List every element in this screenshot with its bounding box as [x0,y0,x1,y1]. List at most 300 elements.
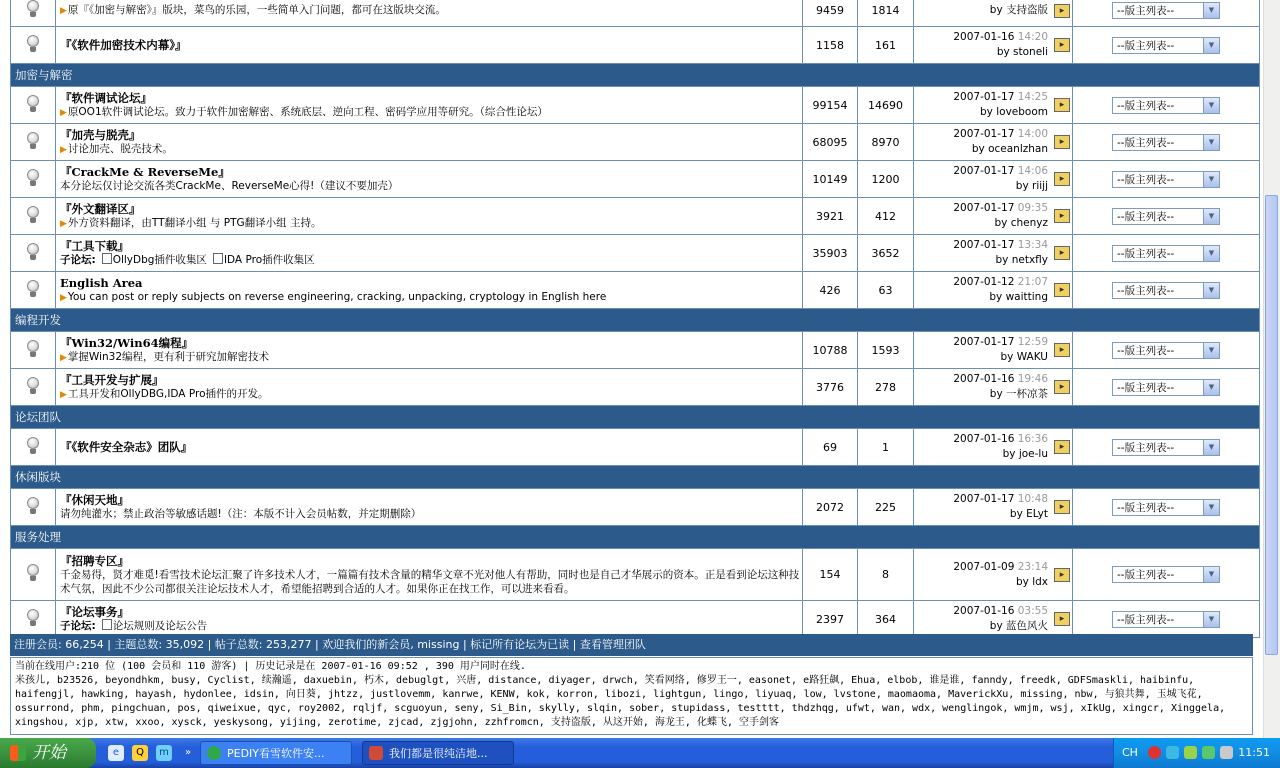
last-post-date: 2007-01-17 [953,239,1015,251]
last-post-author-link[interactable]: by chenyz [994,217,1048,229]
task-label: PEDIY看雪软件安... [227,747,325,760]
dropdown-value: --版主列表-- [1117,136,1175,149]
last-post-date: 2007-01-17 [953,165,1015,177]
forum-description [60,216,802,231]
lightbulb-icon [26,0,40,18]
system-tray [1113,738,1280,768]
forum-name-link[interactable]: 『工具开发与扩展』 [60,372,164,387]
topic-count: 1158 [803,27,858,64]
forum-name-link[interactable]: English Area [60,275,143,290]
taskbar-task-chat[interactable] [362,741,514,765]
forum-row [11,549,1260,601]
last-post-cell [914,0,1073,27]
dropdown-value: --版主列表-- [1117,501,1175,514]
task-label: 我们都是很纯洁地... [389,747,488,760]
post-count: 1814 [858,0,914,27]
forum-status-cell [11,124,56,161]
subforum-list [60,253,802,267]
moderator-list-dropdown[interactable] [1112,611,1220,628]
forum-name-link[interactable]: 『Win32/Win64编程』 [60,335,194,350]
moderator-list-dropdown[interactable] [1112,245,1220,262]
forum-info-cell [56,0,803,27]
forum-description-text: 外方资料翻译，由TT翻译小组 与 PTG翻译小组 主持。 [67,216,322,229]
last-post-info [953,560,1048,590]
forum-info-cell [56,369,803,406]
post-count: 225 [858,489,914,526]
topic-count: 99154 [803,87,858,124]
forum-name-link[interactable]: 『加壳与脱壳』 [60,127,141,142]
moderator-cell [1073,332,1260,369]
topic-count: 154 [803,549,858,601]
stat-members: 注册会员: 66,254 [14,638,104,651]
subforum-label: 子论坛: [60,620,96,632]
forum-info-cell [56,27,803,64]
last-post-author-link[interactable]: by ldx [1015,575,1048,588]
go-to-post-icon[interactable]: ▸ [1054,172,1070,186]
forum-table [10,0,1260,638]
forum-name-link[interactable]: 『工具下载』 [60,239,129,253]
subforum-label: 子论坛: [60,254,96,266]
last-post-author-link[interactable]: by ELyt [1009,508,1048,520]
forum-row [11,27,1260,64]
ime-indicator[interactable]: CH [1122,746,1138,759]
topic-count: 3921 [803,198,858,235]
last-post-info [953,335,1048,365]
dropdown-value: --版主列表-- [1117,344,1175,357]
forum-status-cell [11,489,56,526]
online-summary: 当前在线用户:210 位 (100 会员和 110 游客) | 历史记录是在 2007-01-16 09:52 , 390 用户同时在线. [15,661,526,672]
forum-description [60,350,802,365]
last-post-info [953,90,1048,120]
moderator-list-dropdown[interactable] [1112,97,1220,114]
welcome-text: 欢迎我们的新会员, [322,638,414,651]
forum-status-cell [11,161,56,198]
chevron-down-icon[interactable]: ▼ [1203,283,1219,298]
post-count: 8 [858,549,914,601]
forum-status-cell [11,332,56,369]
last-post-date: 2007-01-12 [953,276,1015,288]
topic-count: 10788 [803,332,858,369]
subforum-link[interactable]: 论坛规则及论坛公告 [112,620,208,632]
moderator-list-dropdown[interactable] [1112,208,1220,225]
dropdown-value: --版主列表-- [1117,99,1175,112]
forum-name-link[interactable]: 『招聘专区』 [60,553,129,568]
forum-row [11,332,1260,369]
last-post-time: 16:36 [1017,433,1048,445]
moderator-list-dropdown[interactable] [1112,379,1220,396]
antivirus-tray-icon[interactable] [1148,746,1161,759]
moderator-list-dropdown[interactable] [1112,499,1220,516]
chevron-down-icon[interactable]: ▼ [1203,612,1219,627]
moderator-list-dropdown[interactable] [1112,134,1220,151]
last-post-date: 2007-01-17 [953,336,1015,348]
forum-info-cell [56,124,803,161]
moderator-cell [1073,601,1260,638]
last-post-author-link[interactable]: by joe-lu [1002,448,1048,460]
forum-description [60,3,802,18]
go-to-post-icon[interactable]: ▸ [1054,246,1070,260]
lightbulb-icon [26,437,40,455]
last-post-time: 10:48 [1017,493,1048,505]
forum-info-cell [56,489,803,526]
last-post-cell [914,161,1073,198]
category-title[interactable]: 加密与解密 [11,64,1260,87]
last-post-date: 2007-01-16 [953,31,1015,43]
last-post-cell [914,87,1073,124]
forum-description-text: 本分论坛仅讨论交流各类CrackMe、ReverseMe心得!（建议不要加壳） [60,180,399,192]
last-post-author-link[interactable]: by netxfly [995,254,1048,266]
forum-description-text: 讨论加壳、脱壳技术。 [67,142,173,155]
last-post-info [953,492,1048,522]
lightbulb-icon [26,609,40,627]
topic-count: 69 [803,429,858,466]
go-to-post-icon[interactable]: ▸ [1054,380,1070,394]
arrow-icon: ▶ [60,6,67,16]
forum-info-cell [56,429,803,466]
moderator-cell [1073,429,1260,466]
dropdown-value: --版主列表-- [1117,381,1175,394]
forum-info-cell [56,235,803,272]
last-post-cell [914,549,1073,601]
forum-description-text: You can post or reply subjects on reverse engineering, cracking, unpacking, cryptology in English here [67,290,607,303]
quicklaunch-more-icon[interactable]: » [184,747,192,758]
dropdown-value: --版主列表-- [1117,5,1175,17]
chevron-down-icon[interactable]: ▼ [1203,567,1219,582]
category-title[interactable]: 论坛团队 [11,406,1260,429]
moderator-list-dropdown[interactable] [1112,342,1220,359]
go-to-post-icon[interactable]: ▸ [1054,38,1070,52]
forum-stats-bar: 注册会员: 66,254 | 主题总数: 35,092 | 帖子总数: 253,277 | 欢迎我们的新会员, missing | 标记所有论坛为已读 | 查看管理团队 [10,634,1253,656]
forum-description [60,142,802,157]
forum-description [60,290,802,305]
forum-status-cell [11,87,56,124]
last-post-info [953,238,1048,268]
lightbulb-icon [26,377,40,395]
forum-info-cell [56,332,803,369]
forum-name-link[interactable]: 『《软件安全杂志》团队』 [60,440,193,454]
forum-status-cell [11,198,56,235]
messenger-quicklaunch-icon[interactable]: m [156,745,172,761]
topic-count: 426 [803,272,858,309]
last-post-cell [914,429,1073,466]
forum-row [11,489,1260,526]
moderator-cell [1073,161,1260,198]
go-to-post-icon[interactable]: ▸ [1054,612,1070,626]
chevron-down-icon[interactable]: ▼ [1203,38,1219,53]
moderator-cell [1073,489,1260,526]
post-count: 8970 [858,124,914,161]
dropdown-value: --版主列表-- [1117,441,1175,454]
topic-count: 35903 [803,235,858,272]
forum-description-text: 原OO1软件调试论坛。致力于软件加密解密、系统底层、逆向工程、密码学应用等研究。（综合性论坛） [67,105,548,118]
category-header [11,526,1260,549]
topic-count: 10149 [803,161,858,198]
ie-quicklaunch-icon[interactable]: e [108,745,124,761]
forum-description [60,387,802,402]
last-post-author-link[interactable]: by waitting [989,291,1048,303]
topic-count: 3776 [803,369,858,406]
forum-description-text: 千金易得，贤才难觅!看雪技术论坛汇聚了许多技术人才，一篇篇有技术含量的精华文章不光对他人有帮助，同时也是自己才华展示的资本。正是看到论坛这种技术气氛，因此不少公司都很关注论坛技术人才，希望能招聘到合适的人才。如果你正在找工作，可以进来看看。 [60,568,800,595]
post-count: 1200 [858,161,914,198]
online-user-list[interactable]: 米孩儿, b23526, beyondhkm, busy, Cyclist, 续瀚遥, daxuebin, 朽木, debuglgt, 兴唐, distance, diyager, drwch, 笑看网络, 修罗王一, easonet, e路狂飙, Ehua, elbob, 谁是谁, fanndy, freedk, GDFSmaskli, haibinfu, haifengjl, hawking, hayash, hydonlee, idsin, 向日葵, jhtzz, justlovemm, kanrwe, KENW, kok, korron, libozi, lightgun, lingo, liyuaq, low, lvstone, maomaoma, MaverickXu, missing, nbw, 与狼共舞, 玉城飞花, ossurrond, phm, pingchuan, pos, qiweixue, qyc, roy2002, rqljf, scguoyun, seny, Si_Bin, skylly, slqin, sober, stupidass, testttt, thdzhqg, ufwt, wan, wdx, wenglingok, wmjm, wsj, xIkUg, xingcr, Xinggela, xingshou, xjp, xtw, xxoo, xysck, yeskysong, yijing, zerotime, zjcad, zjgjohn, zzhfromcn, 支持盗版, 从这开始, 海龙王, 化蝶飞, 空手剑客 [15,675,1226,728]
last-post-time: 14:20 [1017,31,1048,43]
forum-status-cell [11,549,56,601]
stat-topics: 主题总数: 35,092 [114,638,205,651]
category-title[interactable]: 休闲版块 [11,466,1260,489]
forum-description-text: 工具开发和OllyDBG,IDA Pro插件的开发。 [67,387,269,400]
dropdown-value: --版主列表-- [1117,569,1175,581]
arrow-icon: ▶ [60,107,67,118]
moderator-list-dropdown[interactable] [1112,2,1220,19]
start-label: 开始 [32,743,66,763]
forum-row [11,124,1260,161]
dropdown-value: --版主列表-- [1117,173,1175,186]
forum-description [60,105,802,120]
arrow-icon: ▶ [60,292,67,303]
last-post-time: 12:59 [1017,336,1048,348]
scrollbar-thumb[interactable] [1265,195,1278,655]
chevron-down-icon[interactable]: ▼ [1203,343,1219,358]
forum-row [11,87,1260,124]
lightbulb-icon [26,35,40,53]
lightbulb-icon [26,497,40,515]
dropdown-value: --版主列表-- [1117,210,1175,223]
moderator-cell [1073,27,1260,64]
forum-name-link[interactable]: 『论坛事务』 [60,605,129,619]
browser-icon [207,746,221,760]
forum-name-link[interactable]: 『休闲天地』 [60,493,129,507]
last-post-info [953,201,1048,231]
topic-count: 2397 [803,601,858,638]
last-post-author-link[interactable]: by 支持盗版 [989,4,1048,16]
subforum-icon [213,253,223,264]
moderator-cell [1073,549,1260,601]
forum-name-link[interactable]: 『《软件加密技术内幕》』 [60,38,187,52]
subforum-icon [102,253,112,264]
last-post-time: 13:34 [1017,239,1048,251]
last-post-time: 21:07 [1017,276,1048,288]
forum-info-cell [56,601,803,638]
post-count: 161 [858,27,914,64]
windows-logo-icon [10,745,26,761]
chevron-down-icon[interactable]: ▼ [1203,209,1219,224]
forum-row [11,272,1260,309]
go-to-post-icon[interactable]: ▸ [1054,568,1070,582]
moderator-cell [1073,87,1260,124]
dropdown-value: --版主列表-- [1117,613,1175,626]
last-post-info [953,372,1048,402]
go-to-post-icon[interactable]: ▸ [1054,135,1070,149]
last-post-cell [914,27,1073,64]
last-post-info [953,127,1048,157]
display-tray-icon[interactable] [1220,746,1233,759]
forum-row [11,235,1260,272]
lightbulb-icon [26,206,40,224]
moderator-list-dropdown[interactable] [1112,171,1220,188]
last-post-cell [914,272,1073,309]
forum-status-cell [11,272,56,309]
moderator-list-dropdown[interactable] [1112,282,1220,299]
moderator-list-dropdown[interactable] [1112,439,1220,456]
chevron-down-icon[interactable]: ▼ [1203,135,1219,150]
clock[interactable]: 11:51 [1238,746,1270,759]
start-button[interactable] [0,738,96,768]
forum-status-cell [11,235,56,272]
post-count: 63 [858,272,914,309]
moderator-list-dropdown[interactable] [1112,37,1220,54]
last-post-time: 14:00 [1017,128,1048,140]
last-post-author-link[interactable]: by 蓝色风火 [989,620,1048,632]
chevron-down-icon[interactable]: ▼ [1203,3,1219,18]
last-post-author-link[interactable]: by WAKU [1000,351,1048,363]
chevron-down-icon[interactable]: ▼ [1203,500,1219,515]
last-post-time: 14:06 [1017,165,1048,177]
last-post-cell [914,332,1073,369]
last-post-date: 2007-01-17 [953,202,1015,214]
post-count: 278 [858,369,914,406]
last-post-author-link[interactable]: by oceanlzhan [971,143,1048,155]
chevron-down-icon[interactable]: ▼ [1203,246,1219,261]
last-post-date: 2007-01-09 [953,560,1015,573]
chevron-down-icon[interactable]: ▼ [1203,98,1219,113]
dropdown-value: --版主列表-- [1117,39,1175,52]
go-to-post-icon[interactable]: ▸ [1054,98,1070,112]
chevron-down-icon[interactable]: ▼ [1203,440,1219,455]
dropdown-value: --版主列表-- [1117,284,1175,297]
arrow-icon: ▶ [60,144,67,155]
forum-info-cell [56,161,803,198]
lightbulb-icon [26,132,40,150]
last-post-time: 09:35 [1017,202,1048,214]
post-count: 1 [858,429,914,466]
last-post-info [953,275,1048,305]
subforum-link[interactable]: OllyDbg插件收集区 [112,254,207,266]
forum-name-link[interactable]: 『软件调试论坛』 [60,90,152,105]
go-to-post-icon[interactable]: ▸ [1054,343,1070,357]
category-header [11,466,1260,489]
forum-status-cell [11,369,56,406]
moderator-list-dropdown[interactable] [1112,566,1220,583]
view-admins-link[interactable]: 查看管理团队 [579,638,646,651]
topic-count: 68095 [803,124,858,161]
forum-row [11,601,1260,638]
lightbulb-icon [26,243,40,261]
arrow-icon: ▶ [60,352,67,363]
post-count: 3652 [858,235,914,272]
category-title[interactable]: 服务处理 [11,526,1260,549]
security-tray-icon[interactable] [1202,746,1215,759]
subforum-list [60,619,802,633]
last-post-cell [914,601,1073,638]
forum-description [60,507,802,521]
forum-row [11,198,1260,235]
subforum-icon [102,619,112,630]
network-tray-icon[interactable] [1184,746,1197,759]
last-post-time: 19:46 [1017,373,1048,385]
category-header [11,309,1260,332]
newest-member-link[interactable]: missing [417,638,460,651]
forum-name-link[interactable]: 『外文翻译区』 [60,201,141,216]
last-post-author-link[interactable]: by 一杯凉茶 [989,388,1048,400]
speaker-tray-icon[interactable] [1166,746,1179,759]
post-count: 364 [858,601,914,638]
moderator-cell [1073,0,1260,27]
moderator-cell [1073,198,1260,235]
category-header [11,64,1260,87]
forum-info-cell [56,198,803,235]
moderator-cell [1073,369,1260,406]
forum-name-link[interactable]: 『CrackMe & ReverseMe』 [60,165,230,179]
last-post-author-link[interactable]: by stoneli [996,46,1048,58]
taskbar-task-pediy[interactable] [200,741,352,765]
windows-taskbar [0,738,1280,768]
forum-description-text: 请勿纯灌水；禁止政治等敏感话题!（注：本版不计入会员帖数，并定期删除） [60,508,422,520]
forum-status-cell [11,429,56,466]
post-count: 1593 [858,332,914,369]
category-title[interactable]: 编程开发 [11,309,1260,332]
last-post-info [953,30,1048,60]
go-to-post-icon[interactable]: ▸ [1054,440,1070,454]
go-to-post-icon[interactable]: ▸ [1054,4,1070,18]
forum-status-cell [11,0,56,27]
last-post-cell [914,124,1073,161]
forum-status-cell [11,27,56,64]
last-post-info [953,164,1048,194]
last-post-time: 23:14 [1017,560,1048,573]
topic-count: 2072 [803,489,858,526]
post-count: 412 [858,198,914,235]
forum-row [11,161,1260,198]
dropdown-value: --版主列表-- [1117,247,1175,260]
go-to-post-icon[interactable]: ▸ [1054,283,1070,297]
lightbulb-icon [26,169,40,187]
forum-row [11,0,1260,27]
last-post-cell [914,489,1073,526]
last-post-date: 2007-01-17 [953,128,1015,140]
forum-description [60,568,802,596]
online-users-panel [10,657,1253,735]
forum-row [11,429,1260,466]
last-post-author-link[interactable]: by loveboom [980,106,1048,118]
arrow-icon: ▶ [60,389,67,400]
last-post-date: 2007-01-17 [953,91,1015,103]
post-count: 14690 [858,87,914,124]
go-to-post-icon[interactable]: ▸ [1054,500,1070,514]
forum-description-text: 掌握Win32编程，更有利于研究加解密技术 [67,350,270,363]
last-post-time: 03:55 [1017,605,1048,617]
subforum-link[interactable]: IDA Pro插件收集区 [223,254,315,266]
last-post-time: 14:25 [1017,91,1048,103]
last-post-info [953,432,1048,462]
moderator-cell [1073,272,1260,309]
last-post-author-link[interactable]: by riijj [1015,180,1048,192]
chevron-down-icon[interactable]: ▼ [1203,380,1219,395]
forum-info-cell [56,87,803,124]
stat-posts: 帖子总数: 253,277 [214,638,312,651]
vertical-scrollbar[interactable] [1263,0,1280,738]
moderator-cell [1073,124,1260,161]
chevron-down-icon[interactable]: ▼ [1203,172,1219,187]
lightbulb-icon [26,564,40,582]
lightbulb-icon [26,280,40,298]
last-post-cell [914,235,1073,272]
mark-all-read-link[interactable]: 标记所有论坛为已读 [470,638,570,651]
last-post-date: 2007-01-16 [953,373,1015,385]
go-to-post-icon[interactable]: ▸ [1054,209,1070,223]
qq-quicklaunch-icon[interactable]: Q [132,745,148,761]
forum-info-cell [56,272,803,309]
last-post-date: 2007-01-16 [953,605,1015,617]
